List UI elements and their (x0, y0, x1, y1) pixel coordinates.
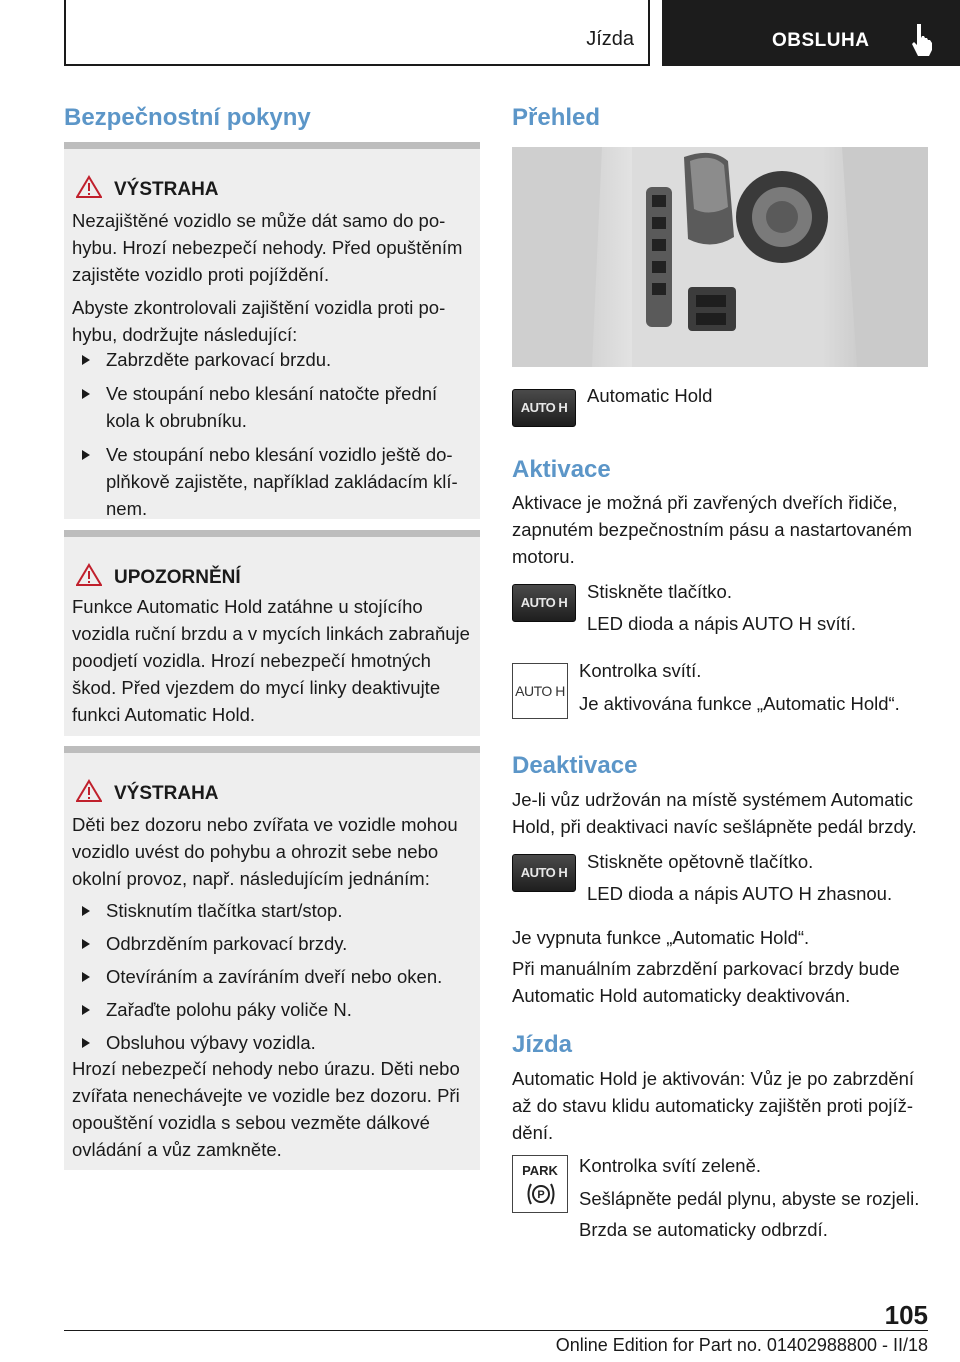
driving-title: Jízda (512, 1031, 573, 1058)
edition-note: Online Edition for Part no. 01402988800 - II/18 (555, 1335, 928, 1355)
auto-h-button: AUTO H (512, 854, 576, 892)
header-tab-label: OBSLUHA (772, 30, 870, 51)
warning-box-2 (64, 746, 480, 1170)
bullet-icon (82, 450, 90, 460)
header-section-title: Jízda (586, 28, 634, 50)
notice-text: Funkce Automatic Hold zatáhne u stojícího vozidla ruční brzdu a v mycích linkách zabraňuje poodjetí vozidla. Hrozí nebezpečí hmotných škod. Před vjezdem do mycí linky deaktivujte funkci Automatic Hold. (72, 596, 470, 725)
deactivation-step-2: LED dioda a nápis AUTO H zhasnou. (587, 883, 893, 904)
activation-text: Aktivace je možná při zavřených dveřích řidiče, zapnutém bezpečnostním pásu a nastartovaném motoru. (512, 492, 913, 567)
auto-h-button: AUTO H (512, 584, 576, 622)
warning-triangle-icon (76, 175, 102, 199)
warning-text: Děti bez dozoru nebo zvířata ve vozidle mohou vozidlo uvést do pohybu a ohrozit sebe nebo okolní provoz, např. následujícím jednáním: (72, 814, 458, 889)
header-tab[interactable] (662, 0, 960, 66)
driving-lamp-text-3: Brzda se automaticky odbrzdí. (579, 1219, 828, 1240)
list-item: Odbrzděním parkovací brzdy. (106, 933, 348, 954)
safety-title: Bezpečnostní pokyny (64, 104, 311, 131)
bullet-icon (82, 389, 90, 399)
activation-step-2: LED dioda a nápis AUTO H svítí. (587, 613, 857, 634)
deactivation-step-1: Stiskněte opětovně tlačítko. (587, 851, 814, 872)
warning-text: Hrozí nebezpečí nehody nebo úrazu. Děti nebo zvířata nenechávejte ve vozidle bez dozoru. Při opouštění vozidla s sebou vezměte dálkové ovládání a vůz zamkněte. (72, 1058, 460, 1160)
driving-lamp-text-1: Kontrolka svítí zeleně. (579, 1155, 762, 1176)
header-frame (64, 0, 650, 66)
warning-heading: VÝSTRAHA (114, 179, 219, 200)
bullet-icon (82, 906, 90, 916)
list-item: Otevíráním a zavíráním dveří nebo oken. (106, 966, 443, 987)
warning-triangle-icon (76, 563, 102, 587)
footer-divider (64, 1330, 928, 1331)
overview-title: Přehled (512, 104, 601, 131)
list-item: Stisknutím tlačítka start/stop. (106, 900, 343, 921)
auto-h-button: AUTO H (512, 389, 576, 427)
bullet-icon (82, 355, 90, 365)
page-number: 105 (884, 1300, 928, 1330)
driving-text: Automatic Hold je aktivován: Vůz je po zabrzdění až do stavu klidu automaticky zajištěn proti pojíž‐ dění. (512, 1068, 915, 1143)
indicator-text-1: Kontrolka svítí. (579, 660, 702, 681)
park-brake-indicator-icon: PARK P (512, 1155, 568, 1213)
deactivation-title: Deaktivace (512, 752, 638, 779)
overview-caption: Automatic Hold (587, 385, 713, 406)
notice-box (64, 530, 480, 736)
warning-heading: VÝSTRAHA (114, 783, 219, 804)
activation-title: Aktivace (512, 456, 611, 483)
list-item: Ve stoupání nebo klesání vozidlo ještě do‐ plňkově zajistěte, například zakládacím klí‐ nem. (106, 444, 458, 519)
driving-lamp-text-2: Sešlápněte pedál plynu, abyste se rozjeli. (579, 1188, 920, 1209)
indicator-text-2: Je aktivována funkce „Automatic Hold“. (579, 693, 900, 714)
center-console-photo (512, 147, 928, 367)
notice-heading: UPOZORNĚNÍ (114, 567, 241, 588)
auto-h-indicator-icon: AUTO H (512, 663, 568, 719)
svg-text:P: P (537, 1189, 545, 1201)
list-item: Zařaďte polohu páky voliče N. (106, 999, 352, 1020)
bullet-icon (82, 1038, 90, 1048)
deactivation-note: Je vypnuta funkce „Automatic Hold“. (512, 927, 810, 948)
list-item: Zabrzděte parkovací brzdu. (106, 349, 332, 370)
bullet-icon (82, 972, 90, 982)
list-item: Obsluhou výbavy vozidla. (106, 1032, 316, 1053)
warning-text: Nezajištěné vozidlo se může dát samo do po‐ hybu. Hrozí nebezpečí nehody. Před opuštěním zajistěte vozidlo proti pojíždění. (72, 210, 463, 285)
hand-pointer-icon (908, 22, 938, 56)
bullet-icon (82, 939, 90, 949)
activation-step-1: Stiskněte tlačítko. (587, 581, 732, 602)
bullet-icon (82, 1005, 90, 1015)
list-item: Ve stoupání nebo klesání natočte přední kola k obrubníku. (106, 383, 438, 431)
warning-box-1 (64, 142, 480, 519)
warning-triangle-icon (76, 779, 102, 803)
deactivation-manual-note: Při manuálním zabrzdění parkovací brzdy bude Automatic Hold automaticky deaktivován. (512, 958, 900, 1006)
deactivation-text: Je-li vůz udržován na místě systémem Automatic Hold, při deaktivaci navíc sešlápněte pedál brzdy. (512, 789, 917, 837)
warning-text: Abyste zkontrolovali zajištění vozidla proti po‐ hybu, dodržujte následující: (72, 297, 446, 345)
